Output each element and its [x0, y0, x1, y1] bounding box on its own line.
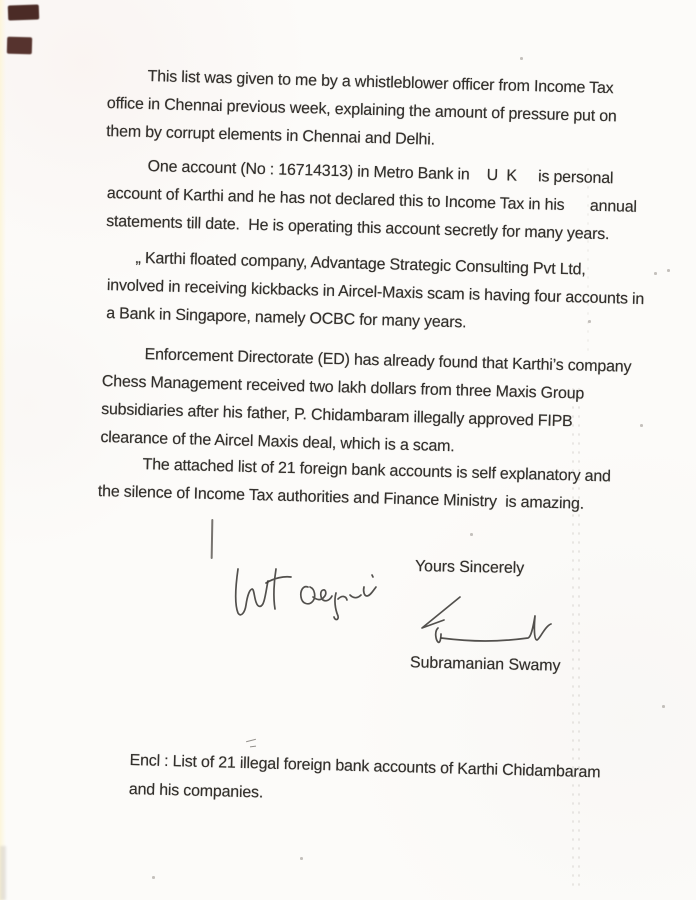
paragraph-2	[106, 152, 638, 250]
stray-pen-mark	[211, 519, 214, 559]
scan-artifact-mark-2	[7, 37, 32, 55]
paragraph-5	[98, 450, 612, 519]
paragraph-2-line-3: statements till date. He is operating this account secretly for many years.	[105, 212, 610, 244]
scan-noise-streak	[570, 385, 583, 890]
scan-speckle	[300, 857, 303, 860]
valediction: Yours Sincerely	[414, 558, 525, 577]
scan-edge-smudge	[0, 846, 6, 900]
signature-stroke	[422, 597, 460, 628]
paragraph-4	[100, 340, 632, 466]
stray-tick-mark	[246, 739, 256, 742]
scan-artifact-mark-1	[8, 4, 40, 20]
paragraph-4-line-1: Enforcement Directorate (ED) has already found that Karthi’s company	[144, 346, 632, 376]
paragraph-2-line-2: account of Karthi and he has not declared this to Income Tax in his annual	[106, 184, 637, 216]
signatory-name: Subramanian Swamy	[409, 654, 561, 675]
paragraph-1-line-1: This list was given to me by a whistleblower officer from Income Tax	[147, 68, 614, 98]
scan-speckle	[662, 705, 665, 708]
handwriting-stroke	[236, 569, 268, 615]
paragraph-4-line-2: Chess Management received two lakh dollars from three Maxis Group	[101, 372, 585, 403]
signature-scrawl	[398, 584, 568, 659]
paragraph-5-line-1: The attached list of 21 foreign bank accounts is self explanatory and	[142, 456, 611, 486]
scan-speckle	[588, 320, 591, 323]
scan-speckle	[654, 272, 657, 275]
stray-tick-mark	[250, 746, 256, 748]
paragraph-1-line-3: them by corrupt elements in Chennai and Delhi.	[105, 122, 436, 149]
scan-speckle	[152, 876, 155, 879]
signature-stroke	[436, 628, 441, 642]
scan-speckle	[640, 424, 643, 427]
paragraph-3	[106, 244, 645, 342]
scan-speckle	[667, 269, 670, 272]
paragraph-5-line-2: the silence of Income Tax authorities and Finance Ministry is amazing.	[97, 482, 585, 513]
paragraph-4-line-4: clearance of the Aircel Maxis deal, which is a scam.	[100, 428, 455, 456]
scan-speckle	[520, 57, 523, 60]
scan-speckle	[470, 533, 473, 536]
enclosure-line-1: Encl : List of 21 illegal foreign bank accounts of Karthi Chidambaram	[129, 751, 601, 782]
scan-noise-streak	[585, 165, 593, 355]
paragraph-3-line-2: involved in receiving kickbacks in Aircel-Maxis scam is having four accounts in	[106, 276, 645, 309]
handwriting-stroke	[301, 587, 332, 604]
paragraph-3-line-3: a Bank in Singapore, namely OCBC for many years.	[105, 304, 467, 332]
enclosure-line-2: and his companies.	[128, 780, 264, 802]
enclosure-note	[128, 746, 600, 816]
paragraph-2-line-1: One account (No : 16714313) in Metro Bank in U K is personal	[147, 158, 614, 188]
signature-stroke	[441, 616, 551, 641]
paragraph-3-line-1: „ Karthi floated company, Advantage Strategic Consulting Pvt Ltd,	[135, 249, 586, 279]
handwriting-stroke	[266, 569, 291, 609]
handwriting-stroke	[334, 575, 376, 620]
paragraph-1-line-2: office in Chennai previous week, explaining the amount of pressure put on	[106, 94, 617, 126]
paper-edge-strip	[0, 0, 6, 900]
paragraph-1	[106, 62, 618, 159]
paragraph-4-line-3: subsidiaries after his father, P. Chidambaram illegally approved FIPB	[100, 400, 573, 431]
with-regards-handwriting	[224, 563, 384, 638]
